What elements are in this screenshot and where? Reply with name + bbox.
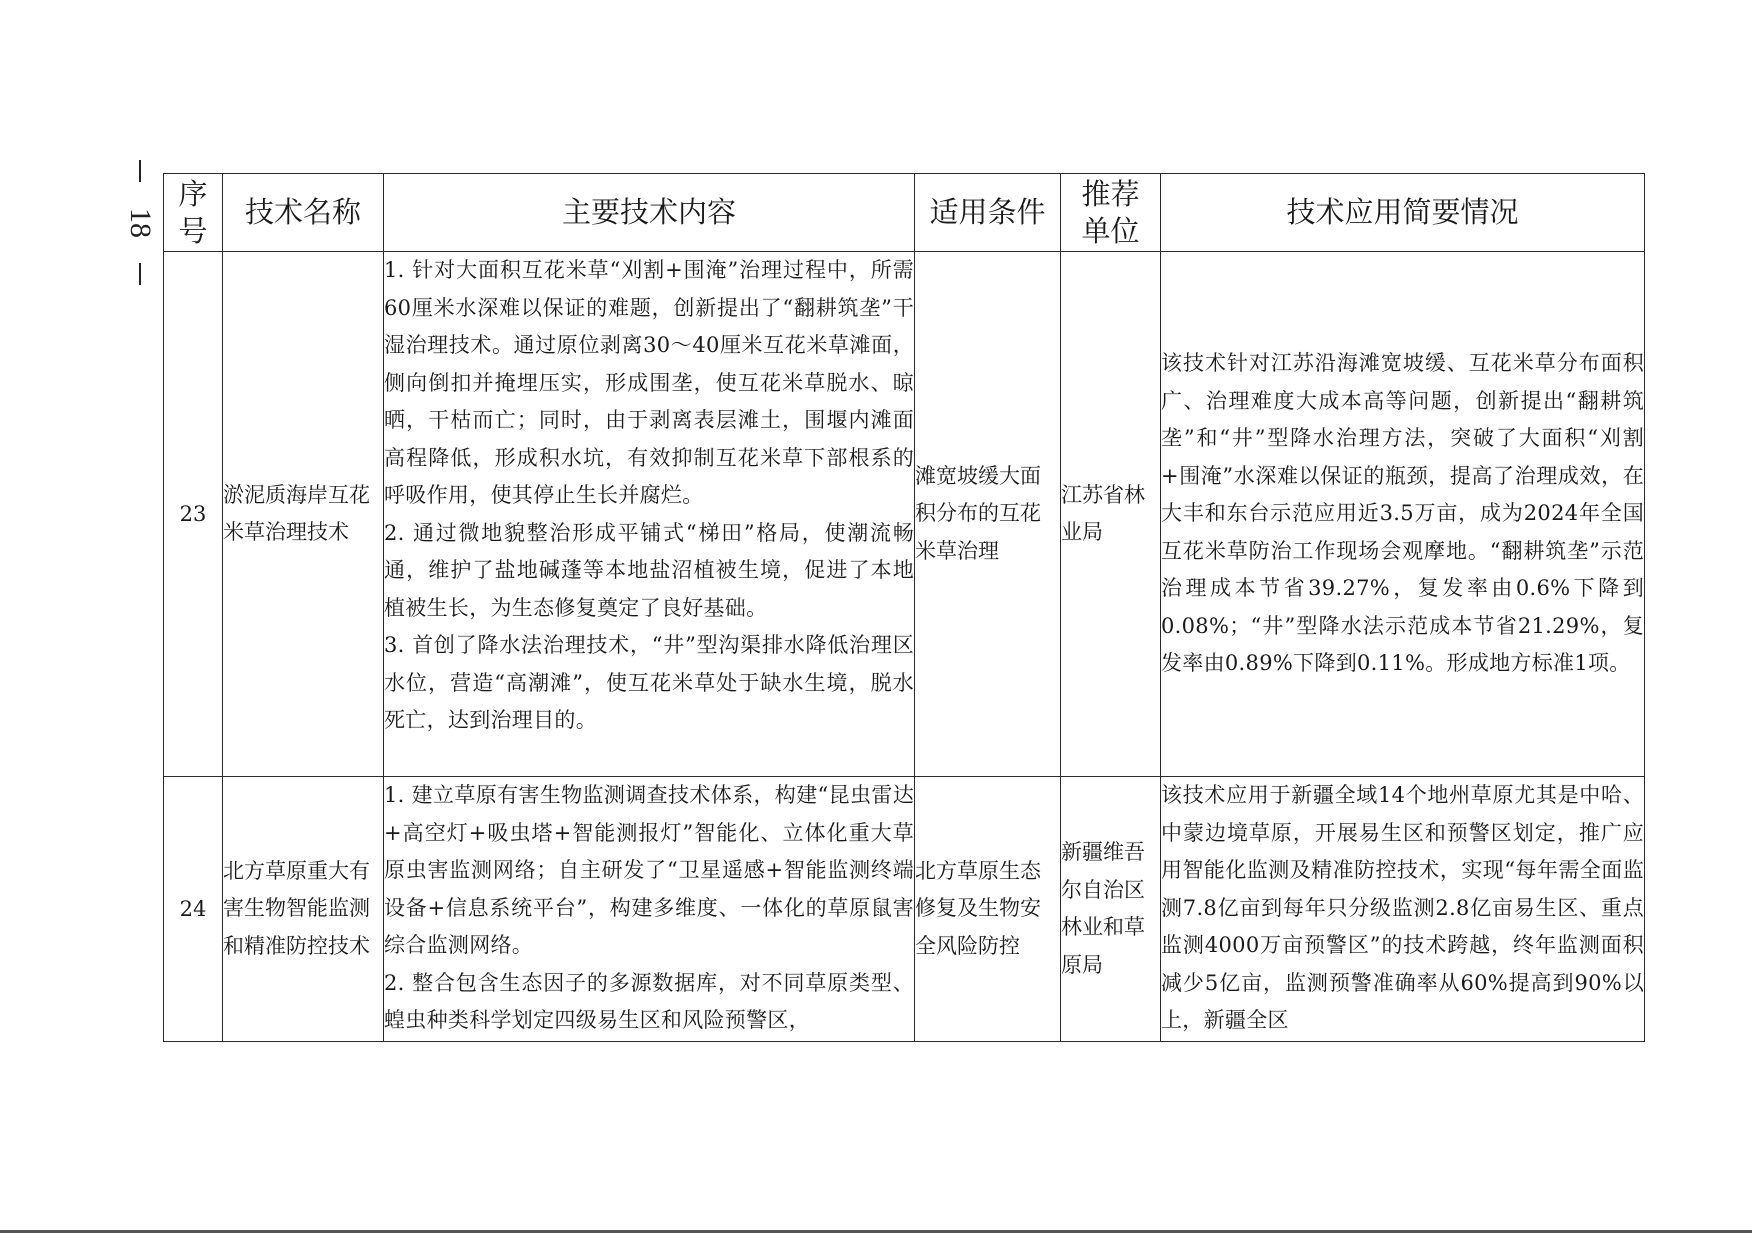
page-number-rule-top (139, 160, 141, 182)
header-unit: 推荐 单位 (1061, 174, 1161, 252)
row-name: 北方草原重大有害生物智能监测和精准防控技术 (223, 777, 384, 1042)
page-number-text: 18 (124, 207, 157, 238)
header-name: 技术名称 (223, 174, 384, 252)
row-application: 该技术应用于新疆全域14个地州草原尤其是中哈、中蒙边境草原，开展易生区和预警区划定，推广应用智能化监测及精准防控技术，实现“每年需全面监测7.8亿亩到每年只分级监测2.8亿亩易生区、重点监测4000万亩预警区”的技术跨越，终年监测面积减少5亿亩，监测预警准确率从60%提高到90%以上，新疆全区 (1161, 777, 1645, 1042)
row-application: 该技术针对江苏沿海滩宽坡缓、互花米草分布面积广、治理难度大成本高等问题，创新提出“翻耕筑垄”和“井”型降水治理方法，突破了大面积“刈割+围淹”水深难以保证的瓶颈，提高了治理成效，在大丰和东台示范应用近3.5万亩，成为2024年全国互花米草防治工作现场会观摩地。“翻耕筑垄”示范治理成本节省39.27%，复发率由0.6%下降到0.08%；“井”型降水法示范成本节省21.29%，复发率由0.89%下降到0.11%。形成地方标准1项。 (1161, 252, 1645, 777)
row-content (384, 777, 915, 1042)
content-item: 2. 整合包含生态因子的多源数据库，对不同草原类型、蝗虫种类科学划定四级易生区和风险预警区， (384, 970, 914, 1032)
header-application: 技术应用简要情况 (1161, 174, 1645, 252)
row-unit: 江苏省林业局 (1061, 252, 1161, 777)
page-number (118, 160, 162, 285)
header-no: 序 号 (164, 174, 223, 252)
page-number-rule-bottom (139, 263, 141, 285)
row-unit: 新疆维吾尔自治区林业和草原局 (1061, 777, 1161, 1042)
technology-table (163, 173, 1645, 1042)
content-item: 3. 首创了降水法治理技术，“井”型沟渠排水降低治理区水位，营造“高潮滩”，使互花米草处于缺水生境，脱水死亡，达到治理目的。 (384, 633, 914, 732)
content-item: 1. 建立草原有害生物监测调查技术体系，构建“昆虫雷达+高空灯+吸虫塔+智能测报灯”智能化、立体化重大草原虫害监测网络；自主研发了“卫星遥感+智能监测终端设备+信息系统平台”，构建多维度、一体化的草原鼠害综合监测网络。 (384, 783, 914, 957)
row-name: 淤泥质海岸互花米草治理技术 (223, 252, 384, 777)
row-conditions: 北方草原生态修复及生物安全风险防控 (915, 777, 1061, 1042)
row-conditions: 滩宽坡缓大面积分布的互花米草治理 (915, 252, 1061, 777)
table-header-row (164, 174, 1645, 252)
row-content (384, 252, 915, 777)
table-row (164, 252, 1645, 777)
content-item: 2. 通过微地貌整治形成平铺式“梯田”格局，使潮流畅通，维护了盐地碱蓬等本地盐沼植被生境，促进了本地植被生长，为生态修复奠定了良好基础。 (384, 520, 914, 620)
header-conditions: 适用条件 (915, 174, 1061, 252)
row-no: 23 (164, 252, 223, 777)
table-row (164, 777, 1645, 1042)
content-item: 1. 针对大面积互花米草“刈割+围淹”治理过程中，所需60厘米水深难以保证的难题，创新提出了“翻耕筑垄”干湿治理技术。通过原位剥离30～40厘米互花米草滩面，侧向倒扣并掩埋压实，形成围垄，使互花米草脱水、晾晒，干枯而亡；同时，由于剥离表层滩土，围堰内滩面高程降低，形成积水坑，有效抑制互花米草下部根系的呼吸作用，使其停止生长并腐烂。 (384, 258, 914, 507)
row-no: 24 (164, 777, 223, 1042)
header-content: 主要技术内容 (384, 174, 915, 252)
